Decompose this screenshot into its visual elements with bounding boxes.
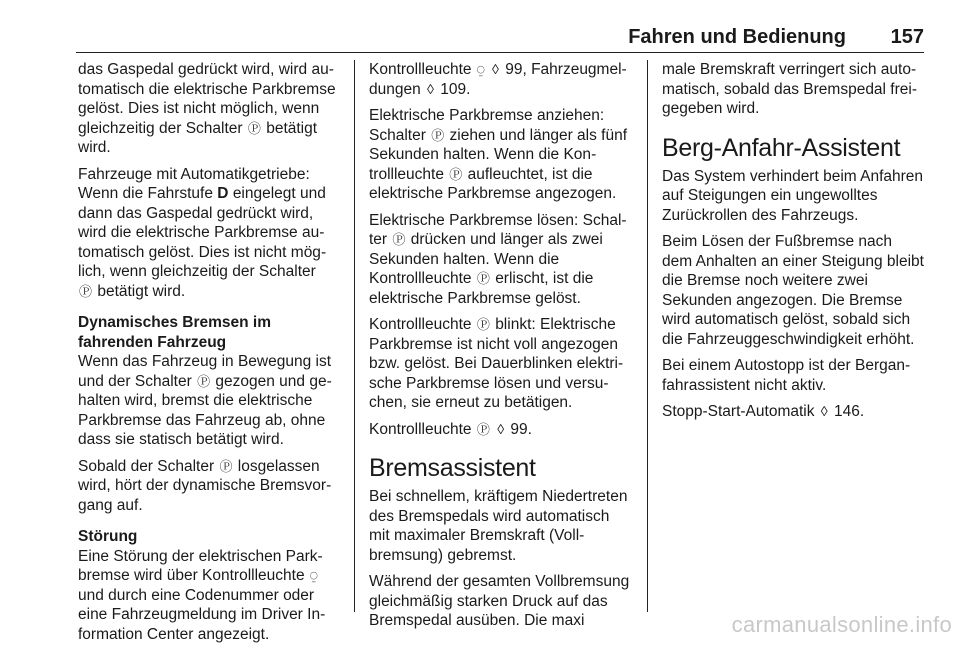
paragraph: Fahrzeuge mit Automatikgetriebe: Wenn die Fahrstufe D eingelegt und dann das Gaspedal gedrückt wird, wird die elektrische Parkbremse automatisch gelöst. Dies ist nicht möglich, wenn gleichzeitig der Schalter Ⓟ betätigt wird. bbox=[78, 165, 327, 300]
reference-icon: ◊ bbox=[497, 420, 505, 437]
paragraph: Stopp-Start-Automatik ◊ 146. bbox=[662, 403, 865, 420]
paragraph: Kontrollleuchte ⍜ ◊ 99, Fahrzeugmeldungen ◊ 109. bbox=[369, 61, 627, 98]
paragraph: das Gaspedal gedrückt wird, wird automatisch die elektrische Parkbremse gelöst. Dies ist nicht möglich, wenn gleichzeitig der Schalter Ⓟ betätigt wird. bbox=[78, 61, 336, 156]
subheading-fault: Störung bbox=[78, 528, 138, 545]
page-number: 157 bbox=[890, 26, 924, 48]
paragraph: Beim Lösen der Fußbremse nach dem Anhalten an einer Steigung bleibt die Bremse noch weitere zwei Sekunden angezogen. Die Bremse wird automatisch gelöst, sobald sich die Fahrzeuggeschwindigkeit erhöht. bbox=[662, 233, 924, 348]
parking-brake-icon: Ⓟ bbox=[476, 271, 490, 286]
parking-brake-icon: Ⓟ bbox=[219, 458, 233, 474]
reference-icon: ◊ bbox=[491, 61, 499, 77]
column-middle bbox=[369, 60, 633, 638]
parking-brake-icon: Ⓟ bbox=[247, 120, 261, 136]
gear-d: D bbox=[217, 185, 229, 202]
page-header bbox=[76, 18, 924, 53]
parking-brake-icon: Ⓟ bbox=[197, 373, 211, 389]
paragraph: Das System verhindert beim Anfahren auf Steigungen ein ungewolltes Zurückrollen des Fahrzeugs. bbox=[662, 167, 924, 224]
reference-icon: ◊ bbox=[820, 403, 828, 419]
column-right bbox=[662, 60, 926, 429]
subheading-dynamic-braking: Dynamisches Bremsen im fahrenden Fahrzeug bbox=[78, 314, 271, 351]
paragraph: Kontrollleuchte Ⓟ ◊ 99. bbox=[369, 420, 532, 438]
watermark: carmanualsonline.info bbox=[731, 612, 952, 637]
paragraph: Sobald der Schalter Ⓟ losgelassen wird, hört der dynamische Bremsvorgang auf. bbox=[78, 457, 332, 514]
parking-brake-icon: Ⓟ bbox=[392, 232, 406, 247]
paragraph: Elektrische Parkbremse anziehen: Schalter Ⓟ ziehen und länger als fünf Sekunden halten. Wenn die Kontrollleuchte Ⓟ aufleuchtet, ist die elektrische Parkbremse angezogen. bbox=[369, 107, 628, 202]
paragraph: Elektrische Parkbremse lösen: Schalter Ⓟ drücken und länger als zwei Sekunden halten. Wenn die Kontrollleuchte Ⓟ erlischt, ist die elektrische Parkbremse gelöst. bbox=[369, 211, 627, 307]
parking-brake-icon: Ⓟ bbox=[449, 166, 463, 182]
paragraph: male Bremskraft verringert sich automatisch, sobald das Bremspedal freigegeben wird. bbox=[662, 61, 918, 117]
warning-light-icon: ⍜ bbox=[476, 62, 485, 77]
paragraph: Bei einem Autostopp ist der Berganfahrassistent nicht aktiv. bbox=[662, 357, 911, 394]
paragraph: Während der gesamten Vollbremsung gleichmäßig starken Druck auf das Bremspedal ausüben. Die maxi bbox=[369, 573, 630, 629]
parking-brake-icon: Ⓟ bbox=[476, 317, 490, 332]
parking-brake-icon: Ⓟ bbox=[476, 421, 490, 437]
heading-hill-start-assist: Berg-Anfahr-Assistent bbox=[662, 133, 901, 162]
warning-light-icon: ⍜ bbox=[309, 568, 318, 583]
reference-icon: ◊ bbox=[427, 80, 434, 97]
paragraph: Eine Störung der elektrischen Parkbremse wird über Kontrollleuchte ⍜ und durch eine Codenummer oder eine Fahrzeugmeldung im Driver Information Center angezeigt. bbox=[78, 547, 326, 643]
column-divider bbox=[647, 60, 648, 612]
column-left bbox=[78, 60, 342, 651]
paragraph: Wenn das Fahrzeug in Bewegung ist und der Schalter Ⓟ gezogen und gehalten wird, bremst die elektrische Parkbremse das Fahrzeug ab, ohne dass sie statisch betätigt wird. bbox=[78, 353, 332, 448]
heading-brake-assist: Bremsassistent bbox=[369, 454, 536, 482]
paragraph: Kontrollleuchte Ⓟ blinkt: Elektrische Parkbremse ist nicht voll angezogen bzw. gelöst. Bei Dauerblinken elektrische Parkbremse lösen und versuchen, sie erneut zu betätigen. bbox=[369, 316, 624, 411]
parking-brake-icon: Ⓟ bbox=[431, 127, 445, 143]
column-divider bbox=[354, 60, 355, 612]
parking-brake-icon: Ⓟ bbox=[79, 283, 93, 299]
paragraph: Bei schnellem, kräftigem Niedertreten des Bremspedals wird automatisch mit maximaler Bremskraft (Vollbremsung) gebremst. bbox=[369, 488, 628, 564]
page-title: Fahren und Bedienung bbox=[628, 26, 846, 48]
